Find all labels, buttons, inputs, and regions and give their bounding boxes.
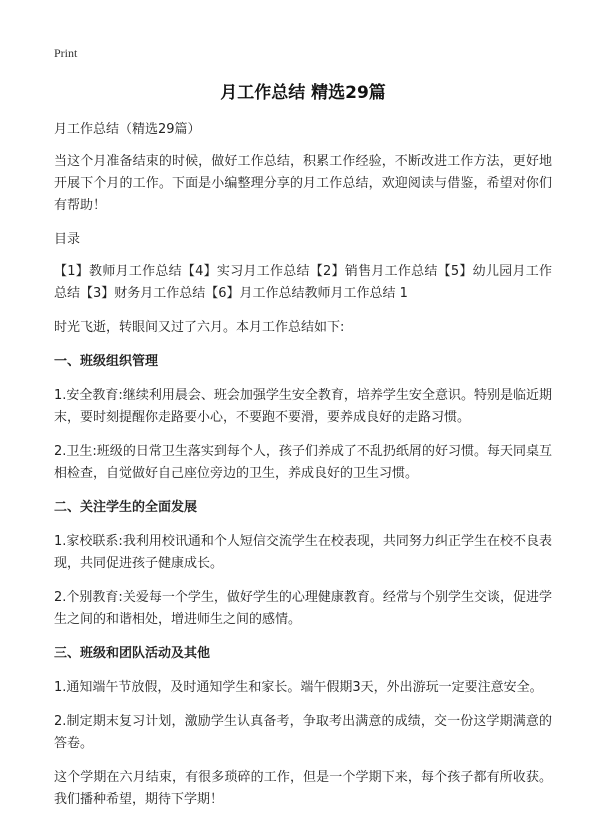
section-heading: 一、班级组织管理 — [54, 354, 159, 369]
section-paragraph: 2.卫生:班级的日常卫生落实到每个人，孩子们养成了不乱扔纸屑的好习惯。每天同桌互相检查，自觉做好自己座位旁边的卫生，养成良好的卫生习惯。 — [54, 444, 552, 481]
page-title: 月工作总结 精选29篇 — [220, 83, 386, 103]
section-paragraph: 2.制定期末复习计划，激励学生认真备考，争取考出满意的成绩，交一份这学期满意的答卷。 — [54, 714, 552, 751]
section-paragraph: 1.通知端午节放假，及时通知学生和家长。端午假期3天，外出游玩一定要注意安全。 — [54, 680, 543, 695]
intro-paragraph: 当这个月准备结束的时候，做好工作总结，积累工作经验，不断改进工作方法，更好地开展下个月的工作。下面是小编整理分享的月工作总结，欢迎阅读与借鉴，希望对你们有帮助！ — [54, 154, 552, 213]
section-paragraph: 2.个别教育:关爱每一个学生，做好学生的心理健康教育。经常与个别学生交谈，促进学生之间的和谐相处，增进师生之间的感情。 — [54, 590, 552, 627]
section-heading: 二、关注学生的全面发展 — [54, 500, 198, 515]
opening-paragraph: 时光飞逝，转眼间又过了六月。本月工作总结如下: — [54, 320, 345, 335]
closing-paragraph: 这个学期在六月结束，有很多琐碎的工作，但是一个学期下来，每个孩子都有所收获。我们播种希望，期待下学期！ — [54, 770, 552, 807]
section-paragraph: 1.安全教育:继续利用晨会、班会加强学生安全教育，培养学生安全意识。特别是临近期末，要时刻提醒你走路要小心，不要跑不要滑，要养成良好的走路习惯。 — [54, 388, 552, 425]
section-paragraph: 1.家校联系:我利用校讯通和个人短信交流学生在校表现，共同努力纠正学生在校不良表现，共同促进孩子健康成长。 — [54, 534, 552, 571]
toc-label: 目录 — [54, 232, 81, 247]
document-subtitle: 月工作总结（精选29篇） — [54, 122, 201, 137]
print-link[interactable]: Print — [54, 46, 78, 60]
section-heading: 三、班级和团队活动及其他 — [54, 646, 211, 661]
document-body — [54, 119, 552, 823]
toc-list: 【1】教师月工作总结【4】实习月工作总结【2】销售月工作总结【5】幼儿园月工作总结【3】财务月工作总结【6】月工作总结教师月工作总结 1 — [54, 264, 552, 301]
